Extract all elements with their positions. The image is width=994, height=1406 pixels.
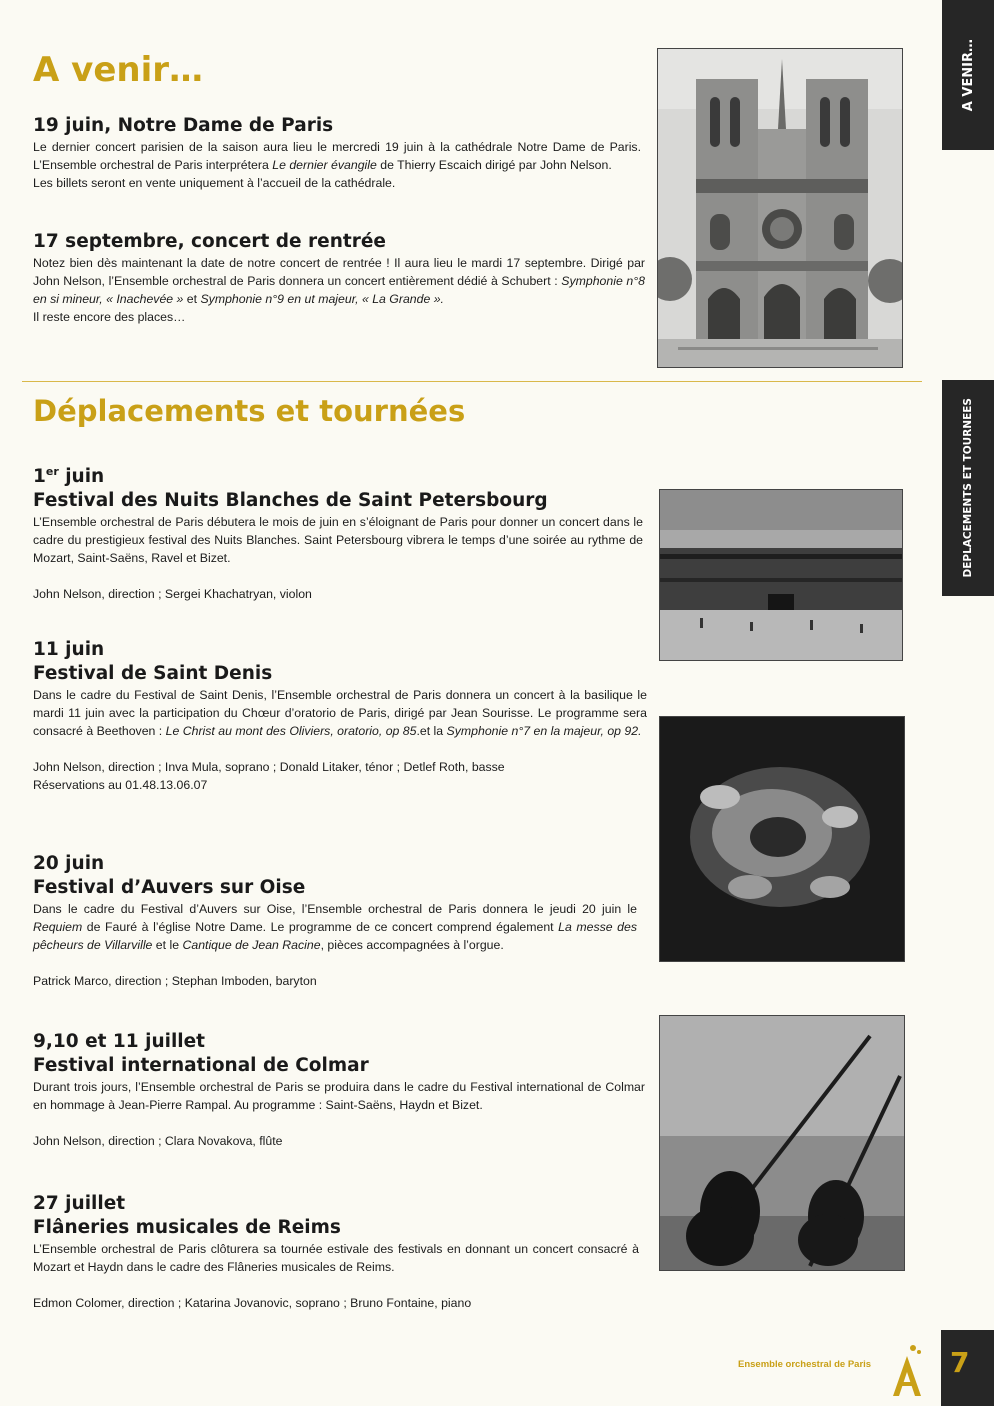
footer-brand: Ensemble orchestral de Paris xyxy=(738,1359,872,1370)
section-heading-upcoming: A venir… xyxy=(33,50,203,90)
event-title: 19 juin, Notre Dame de Paris xyxy=(33,115,334,136)
event-credits: John Nelson, direction ; Sergei Khachatryan, violon xyxy=(33,587,312,602)
event-credits: John Nelson, direction ; Inva Mula, soprano ; Donald Litaker, ténor ; Detlef Roth, basse xyxy=(33,760,505,774)
double-bass-illustration xyxy=(660,1016,904,1270)
orchestra-photo xyxy=(659,716,905,962)
event-description: Le dernier concert parisien de la saison aura lieu le mercredi 19 juin à la cathédrale Notre Dame de Paris. L’Ensemble orchestral de Paris interprétera Le dernier évangile de Thierry Escaich dirigé par John Nelson. xyxy=(33,140,641,172)
event-date: 20 juin xyxy=(33,853,105,874)
event-saint-denis xyxy=(33,638,647,794)
event-title: Festival international de Colmar xyxy=(33,1055,369,1076)
section-tab-upcoming xyxy=(942,0,994,150)
event-title: Festival d’Auvers sur Oise xyxy=(33,877,306,898)
event-description: Dans le cadre du Festival de Saint Denis, l’Ensemble orchestral de Paris donnera un concert à la basilique le mardi 11 juin avec la participation du Chœur d’oratorio de Paris, dirigé par Jean Sourisse. Le programme sera consacré à Beethoven : Le Christ au mont des Oliviers, oratorio, op 85.et la Symphonie n°7 en la majeur, op 92. xyxy=(33,688,647,738)
event-credits: Edmon Colomer, direction ; Katarina Jovanovic, soprano ; Bruno Fontaine, piano xyxy=(33,1296,472,1310)
section-heading-tours: Déplacements et tournées xyxy=(33,394,466,428)
event-auvers xyxy=(33,852,637,990)
double-bass-photo xyxy=(659,1015,905,1271)
event-reservations: Réservations au 01.48.13.06.07 xyxy=(33,778,208,792)
event-title: 17 septembre, concert de rentrée xyxy=(33,231,386,252)
event-description: L’Ensemble orchestral de Paris débutera le mois de juin en s’éloignant de Paris pour donner un concert dans le cadre du prestigieux festival des Nuits Blanches. Saint Petersbourg vibrera le temps d’une soirée au rythme de Mozart, Saint-Saëns, Ravel et Bizet. xyxy=(33,515,643,566)
section-divider xyxy=(22,381,922,382)
event-credits: John Nelson, direction ; Clara Novakova, flûte xyxy=(33,1134,283,1148)
event-notre-dame xyxy=(33,114,641,192)
event-description: Dans le cadre du Festival d’Auvers sur Oise, l’Ensemble orchestral de Paris donnera le jeudi 20 juin le Requiem de Fauré à l’église Notre Dame. Le programme de ce concert comprend également La messe des pêcheurs de Villarville et le Cantique de Jean Racine, pièces accompagnées à l’orgue. xyxy=(33,902,638,952)
palace-illustration xyxy=(660,490,902,660)
saint-petersbourg-photo xyxy=(659,489,903,661)
event-description: Notez bien dès maintenant la date de notre concert de rentrée ! Il aura lieu le mardi 17 septembre. Dirigé par John Nelson, l’Ensemble orchestral de Paris donnera un concert entièrement dédié à Schubert : Symphonie n°8 en si mineur, « Inachevée » et Symphonie n°9 en ut majeur, « La Grande ». xyxy=(33,256,645,306)
page-number: 7 xyxy=(950,1346,970,1379)
event-date: 27 juillet xyxy=(33,1193,126,1214)
event-colmar xyxy=(33,1030,645,1150)
cathedral-illustration xyxy=(658,49,902,367)
event-rentree xyxy=(33,230,645,326)
event-note: Il reste encore des places… xyxy=(33,310,186,324)
event-description: L’Ensemble orchestral de Paris clôturera sa tournée estivale des festivals en donnant un concert consacré à Mozart et Haydn dans le cadre des Flâneries musicales de Reims. xyxy=(33,1242,639,1274)
event-title: Festival des Nuits Blanches de Saint Petersbourg xyxy=(33,490,548,512)
event-date: 11 juin xyxy=(33,639,105,660)
orchestra-illustration xyxy=(660,717,904,961)
event-description: Durant trois jours, l’Ensemble orchestral de Paris se produira dans le cadre du Festival international de Colmar en hommage à Jean-Pierre Rampal. Au programme : Saint-Saëns, Haydn et Bizet. xyxy=(33,1080,645,1112)
section-tab-label: A VENIR… xyxy=(960,38,976,112)
event-credits: Patrick Marco, direction ; Stephan Imboden, baryton xyxy=(33,974,317,988)
event-saint-petersbourg xyxy=(33,460,643,603)
ensemble-logo-icon xyxy=(889,1342,925,1398)
event-note: Les billets seront en vente uniquement à l’accueil de la cathédrale. xyxy=(33,176,396,190)
section-tab-label: DEPLACEMENTS ET TOURNEES xyxy=(962,398,974,578)
event-date: 9,10 et 11 juillet xyxy=(33,1031,206,1052)
event-reims xyxy=(33,1192,639,1312)
event-title: Festival de Saint Denis xyxy=(33,663,273,684)
notre-dame-photo xyxy=(657,48,903,368)
event-date: 1er juin xyxy=(33,465,105,488)
section-tab-tours xyxy=(942,380,994,596)
event-title: Flâneries musicales de Reims xyxy=(33,1217,341,1238)
